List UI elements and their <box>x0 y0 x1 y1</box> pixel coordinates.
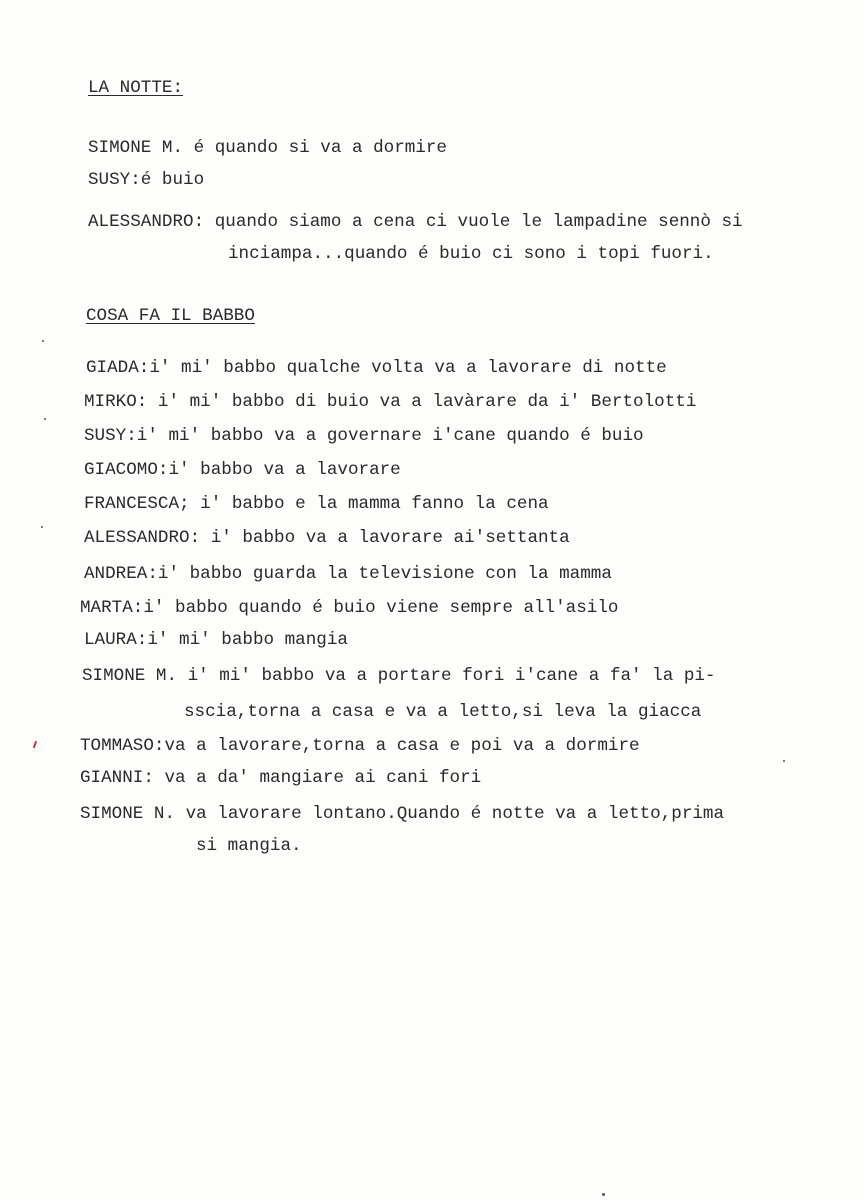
entry-line <box>80 736 640 756</box>
speaker-name: MARTA: <box>80 598 144 618</box>
paper-speck <box>41 526 43 528</box>
speaker-name: SIMONE M. <box>88 138 184 158</box>
entry-text: va a da' mangiare ai cani fori <box>153 768 482 788</box>
entry-text: é quando si va a dormire <box>183 138 447 158</box>
speaker-name: MIRKO: <box>84 392 148 412</box>
speaker-name: FRANCESCA; <box>84 494 190 514</box>
entry-text: i' babbo va a lavorare ai'settanta <box>200 528 570 548</box>
entry-text: va a lavorare,torna a casa e poi va a dormire <box>164 736 640 756</box>
entry-continuation: inciampa...quando é buio ci sono i topi fuori. <box>228 244 714 264</box>
entry-text: i' babbo va a lavorare <box>168 460 401 480</box>
entry-line <box>84 494 549 514</box>
entry-line <box>88 170 204 190</box>
entry-line <box>86 358 667 378</box>
entry-text: i' babbo guarda la televisione con la mamma <box>157 564 612 584</box>
entry-line <box>80 804 724 824</box>
speaker-name: LAURA: <box>84 630 148 650</box>
paper-speck <box>44 418 46 420</box>
entry-line <box>84 460 401 480</box>
entry-text: i' mi' babbo di buio va a lavàrare da i' Bertolotti <box>147 392 697 412</box>
entry-text: i' mi' babbo va a portare fori i'cane a fa' la pi- <box>177 666 716 686</box>
speaker-name: TOMMASO: <box>80 736 165 756</box>
paper-speck <box>783 760 785 762</box>
entry-text: i' babbo e la mamma fanno la cena <box>189 494 549 514</box>
entry-continuation: sscia,torna a casa e va a letto,si leva la giacca <box>184 702 702 722</box>
entry-continuation: si mangia. <box>196 836 302 856</box>
heading-cosa-fa-il-babbo: COSA FA IL BABBO <box>86 306 255 326</box>
speaker-name: ALESSANDRO: <box>88 212 205 232</box>
entry-text: quando siamo a cena ci vuole le lampadine sennò si <box>204 212 743 232</box>
speaker-name: SUSY: <box>84 426 137 446</box>
speaker-name: GIACOMO: <box>84 460 169 480</box>
entry-text: i' mi' babbo qualche volta va a lavorare di notte <box>149 358 667 378</box>
speaker-name: GIANNI: <box>80 768 154 788</box>
entry-line <box>84 392 696 412</box>
speaker-name: ANDREA: <box>84 564 158 584</box>
speaker-name: ALESSANDRO: <box>84 528 201 548</box>
entry-line <box>84 564 612 584</box>
entry-line <box>88 138 447 158</box>
speaker-name: SIMONE N. <box>80 804 176 824</box>
entry-line <box>82 666 716 686</box>
entry-text: i' babbo quando é buio viene sempre all'asilo <box>143 598 619 618</box>
entry-text: va lavorare lontano.Quando é notte va a letto,prima <box>175 804 725 824</box>
entry-line <box>84 528 570 548</box>
red-ink-mark <box>33 741 37 748</box>
speaker-name: SIMONE M. <box>82 666 178 686</box>
entry-text: i' mi' babbo va a governare i'cane quando é buio <box>136 426 644 446</box>
paper-speck <box>42 340 44 342</box>
entry-line <box>80 598 618 618</box>
entry-text: é buio <box>140 170 205 190</box>
speaker-name: GIADA: <box>86 358 150 378</box>
entry-line <box>80 768 481 788</box>
entry-line <box>84 630 348 650</box>
speaker-name: SUSY: <box>88 170 141 190</box>
entry-text: i' mi' babbo mangia <box>147 630 348 650</box>
entry-line <box>88 212 743 232</box>
heading-la-notte: LA NOTTE: <box>88 78 184 98</box>
paper-speck <box>602 1193 605 1196</box>
entry-line <box>84 426 644 446</box>
